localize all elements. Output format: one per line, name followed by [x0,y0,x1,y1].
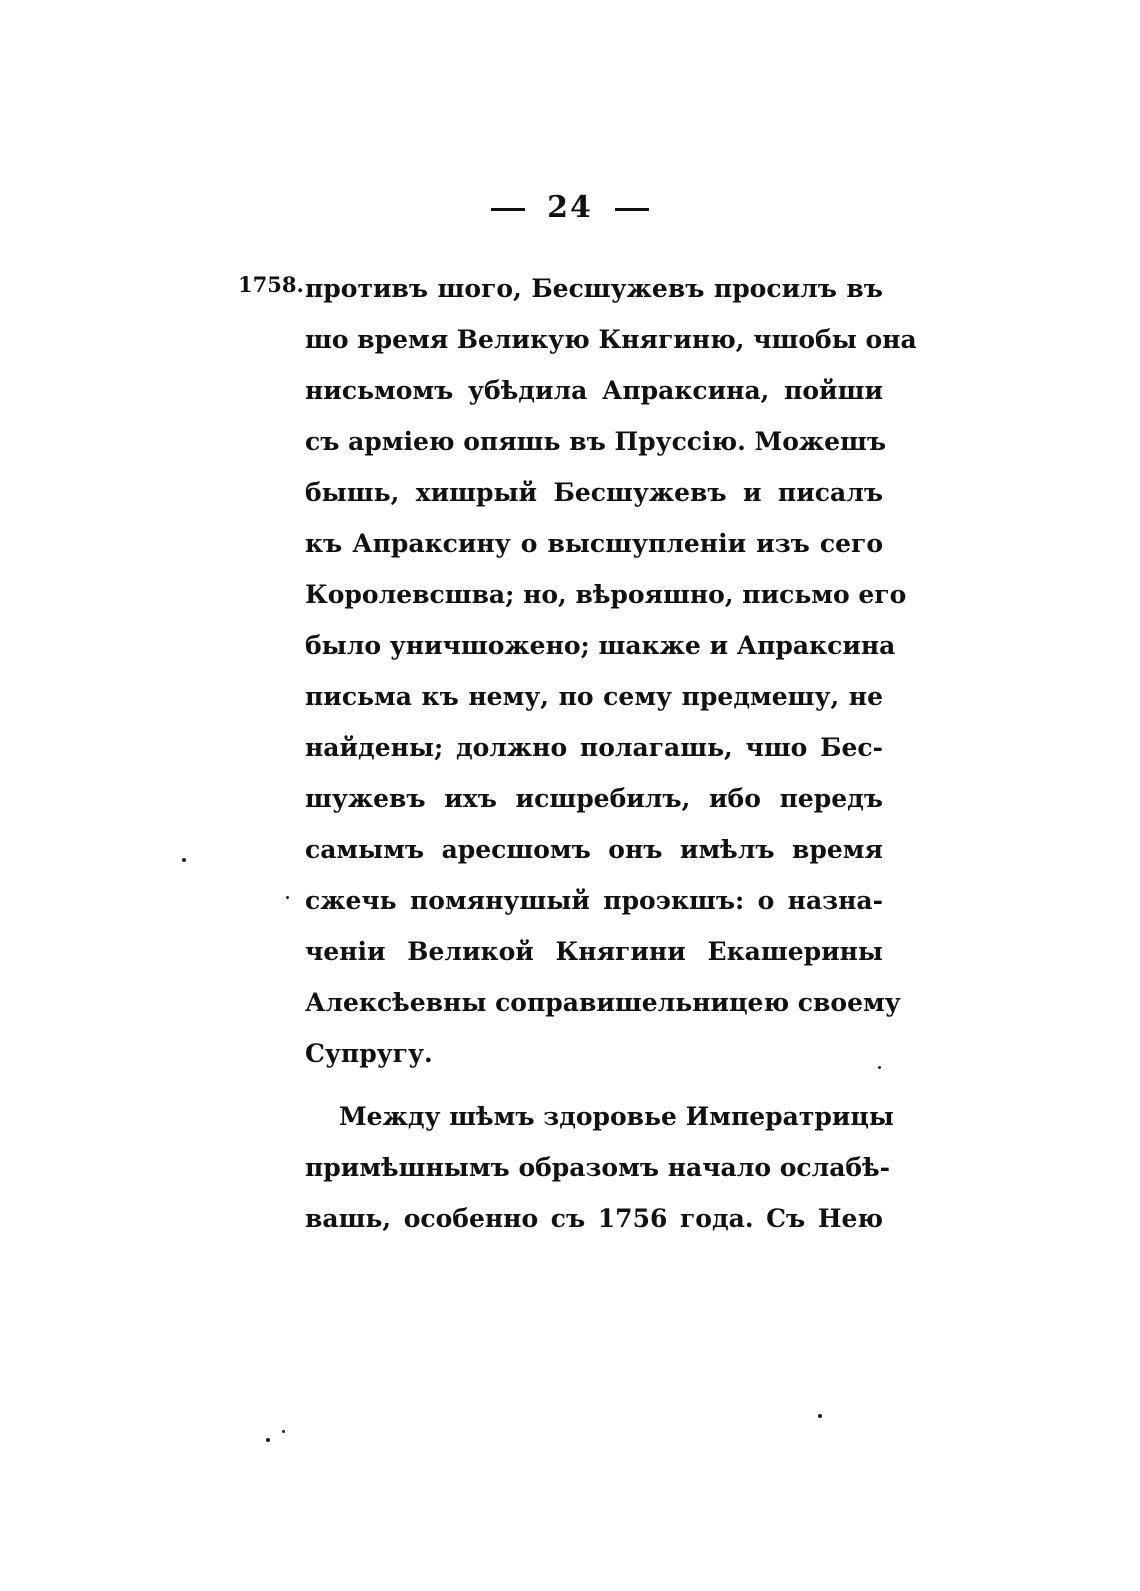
text-line: съ арміею опяшь въ Пруссію. Можешъ [305,427,887,456]
text-line: сжечь помянушый проэкшъ: о назна- [305,886,883,915]
text-line: бышь, хишрый Бесшужевъ и писалъ [305,478,883,507]
paragraph-1 [305,268,917,1084]
text-line: самымъ аресшомъ онъ имѣлъ время [305,835,883,864]
scan-speck [282,1430,285,1433]
paragraph-2 [305,1096,894,1249]
text-line: къ Апраксину о высшупленіи изъ сего [305,529,883,558]
text-line: Королевсшва; но, вѣрояшно, письмо его [305,580,907,609]
text-line: примѣшнымъ образомъ начало ослабѣ- [305,1153,891,1182]
text-line: нисьмомъ убѣдила Апраксина, пойши [305,376,883,405]
text-line: Супругу. [305,1039,433,1068]
paragraph-gap [305,1084,883,1096]
scan-speck [182,858,186,862]
text-line: Между шѣмъ здоровье Императрицы [339,1102,894,1131]
page-number: 24 [547,190,593,225]
header-dash-right [615,208,649,211]
text-line: противъ шого, Бесшужевъ просилъ въ [305,274,883,303]
text-line: найдены; должно полагашь, чшо Бес- [305,733,883,762]
scan-speck [286,896,289,899]
scan-speck [878,1066,881,1069]
page-header [0,190,1140,225]
text-line: шужевъ ихъ исшребилъ, ибо передъ [305,784,883,813]
scan-speck [818,1414,822,1418]
text-line: ченіи Великой Княгини Екашерины [305,937,883,966]
margin-year-note: 1758. [238,272,304,297]
text-line: вашь, особенно съ 1756 года. Съ Нею [305,1204,883,1233]
text-line: письма къ нему, по сему предмешу, не [305,682,883,711]
text-line: было уничшожено; шакже и Апраксина [305,631,896,660]
header-dash-left [491,208,525,211]
scan-speck [266,1438,270,1442]
text-line: шо время Великую Княгиню, чшобы она [305,325,917,354]
body-text [305,268,917,1249]
text-line: Алексѣевны соправишельницею своему [305,988,901,1017]
